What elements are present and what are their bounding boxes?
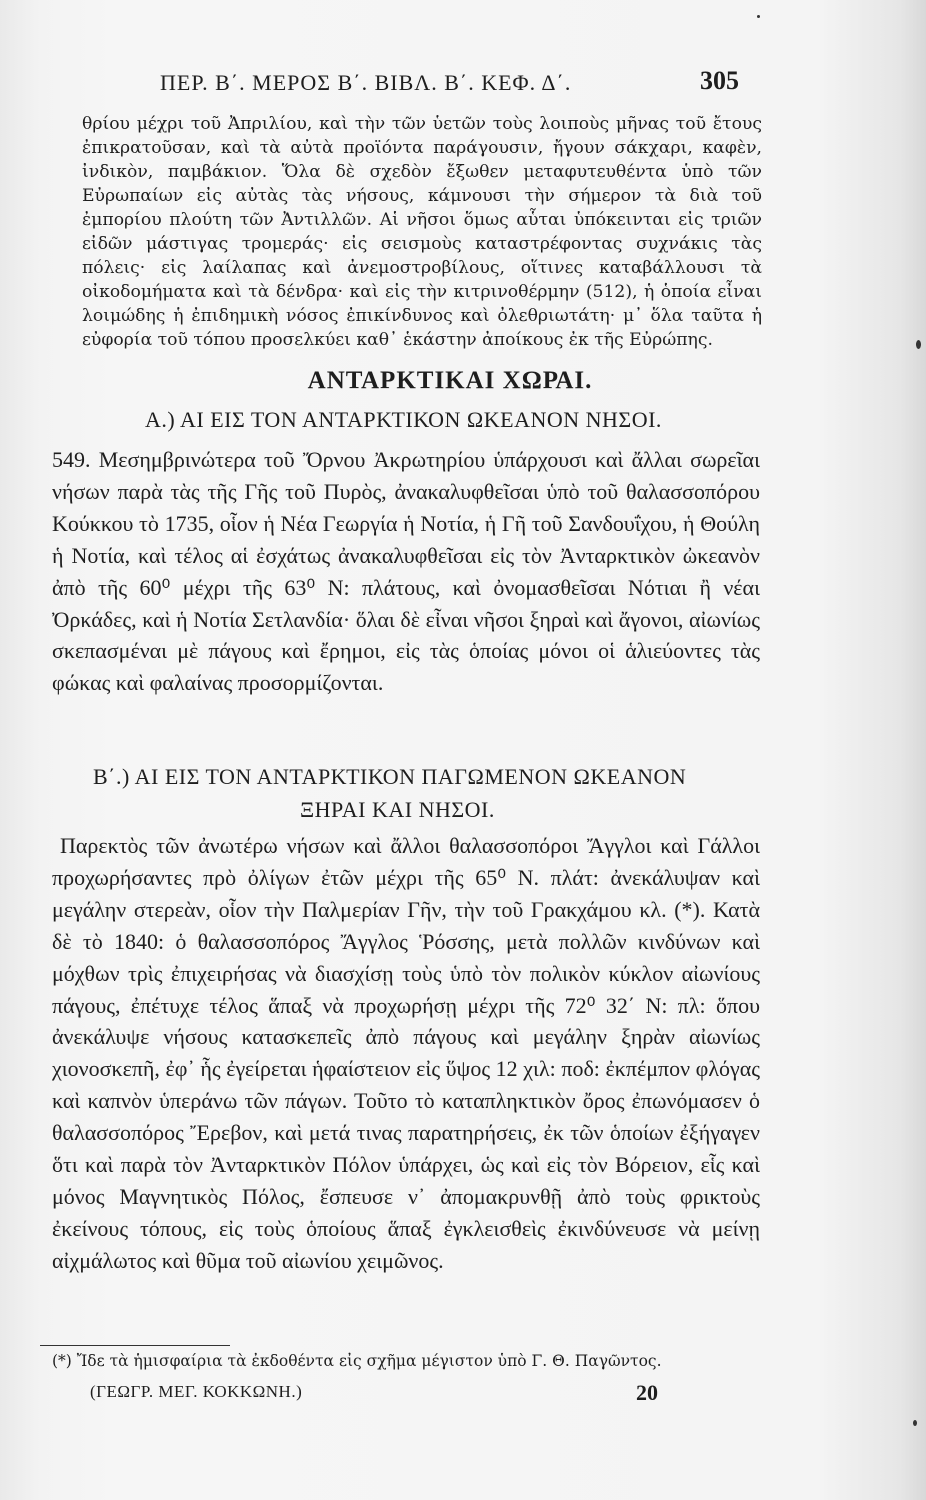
chapter-title: ΑΝΤΑΡΚΤΙΚΑΙ ΧΩΡΑΙ. xyxy=(307,367,593,394)
print-speck xyxy=(916,340,921,349)
running-head: ΠΕΡ. Β΄. ΜΕΡΟΣ Β΄. ΒΙΒΛ. Β΄. ΚΕΦ. Δ΄. xyxy=(160,70,572,95)
section-b-heading-line1: Β΄.) ΑΙ ΕΙΣ ΤΟΝ ΑΝΤΑΡΚΤΙΚΟΝ ΠΑΓΩΜΕΝΟΝ ΩΚΕΑΝΟΝ xyxy=(93,764,687,789)
section-a-heading: Α.) ΑΙ ΕΙΣ ΤΟΝ ΑΝΤΑΡΚΤΙΚΟΝ ΩΚΕΑΝΟΝ ΝΗΣΟΙ. xyxy=(145,407,662,432)
footnote: (*) Ἴδε τὰ ἡμισφαίρια τὰ ἐκδοθέντα εἰς σχῆμα μέγιστον ὑπὸ Γ. Θ. Παγῶντος. xyxy=(52,1352,662,1370)
footnote-divider xyxy=(40,1345,230,1346)
section-a-paragraph: 549. Μεσημβρινώτερα τοῦ Ὄρνου Ἀκρωτηρίου ὑπάρχουσι καὶ ἄλλαι σωρεῖαι νήσων παρὰ τὰς τῆς Γῆς τοῦ Πυρὸς, ἀνακαλυφθεῖσαι ὑπὸ τοῦ θαλασσοπόρου Κούκκου τὸ 1735, οἷον ἡ Νέα Γεωργία ἡ Νοτία, ἡ Γῆ τοῦ Σανδουΐχου, ἡ Θούλη ἡ Νοτία, καὶ τέλος αἱ ἐσχάτως ἀνακαλυφθεῖσαι εἰς τὸν Ἀνταρκτικὸν ὠκεανὸν ἀπὸ τῆς 60⁰ μέχρι τῆς 63⁰ Ν: πλάτους, καὶ ὀνομασθεῖσαι Νότιαι ἢ νέαι Ὀρκάδες, καὶ ἡ Νοτία Σετλανδία· ὅλαι δὲ εἶναι νῆσοι ξηραὶ καὶ ἄγονοι, αἰωνίως σκεπασμέναι μὲ πάγους καὶ ἔρημοι, εἰς τὰς ὁποίας μόνοι οἱ ἁλιεύοντες τὰς φώκας καὶ φαλαίνας προσορμίζονται. xyxy=(52,447,760,696)
section-b-heading-line2: ΞΗΡΑΙ ΚΑΙ ΝΗΣΟΙ. xyxy=(300,797,495,822)
print-speck xyxy=(913,1420,917,1426)
intro-paragraph: θρίου μέχρι τοῦ Ἀπριλίου, καὶ τὴν τῶν ὑετῶν τοὺς λοιποὺς μῆνας τοῦ ἔτους ἐπικρατοῦσαν, καὶ τὰ αὐτὰ προϊόντα παράγουσιν, ἤγουν σάκχαρι, καφὲν, ἰνδικὸν, παμβάκιον. Ὅλα δὲ σχεδὸν ἔξωθεν μεταφυτευθέντα ὑπὸ τῶν Εὐρωπαίων εἰς αὐτὰς τὰς νήσους, κάμνουσι τὴν σήμερον τὰ διὰ τοῦ ἐμπορίου πλούτη τῶν Ἀντιλλῶν. Αἱ νῆσοι ὅμως αὗται ὑπόκεινται εἰς τριῶν εἰδῶν μάστιγας τρομεράς· εἰς σεισμοὺς καταστρέφοντας συχνάκις τὰς πόλεις· εἰς λαίλαπας καὶ ἀνεμοστροβίλους, οἵτινες καταβάλλουσι τὰ οἰκοδομήματα καὶ τὰ δένδρα· καὶ εἰς τὴν κιτρινοθέρμην (512), ἡ ὁποία εἶναι λοιμώδης ἡ ἐπιδημικὴ νόσος ἐπικίνδυνος καὶ ὀλεθριωτάτη· μ᾽ ὅλα ταῦτα ἡ εὐφορία τοῦ τόπου προσελκύει καθ᾽ ἑκάστην ἀποίκους ἐκ τῆς Εὐρώπης. xyxy=(82,114,762,350)
sheet-number: 20 xyxy=(636,1380,658,1405)
page-number: 305 xyxy=(700,66,739,95)
signature-mark: (ΓΕΩΓΡ. ΜΕΓ. ΚΟΚΚΩΝΗ.) xyxy=(90,1382,303,1401)
section-b-paragraph: Παρεκτὸς τῶν ἀνωτέρω νήσων καὶ ἄλλοι θαλασσοπόροι Ἄγγλοι καὶ Γάλλοι προχωρήσαντες πρὸ ὀλίγων ἐτῶν μέχρι τῆς 65⁰ Ν. πλάτ: ἀνεκάλυψαν καὶ μεγάλην στερεὰν, οἷον τὴν Παλμερίαν Γῆν, τὴν τοῦ Γρακχάμου κλ. (*). Κατὰ δὲ τὸ 1840: ὁ θαλασσοπόρος Ἄγγλος Ῥόσσης, μετὰ πολλῶν κινδύνων καὶ μόχθων τρὶς ἐπιχειρήσας νὰ διασχίσῃ τοὺς ὑπὸ τὸν πολικὸν κύκλον αἰωνίους πάγους, ἐπέτυχε τέλος ἅπαξ νὰ προχωρήσῃ μέχρι τῆς 72⁰ 32΄ Ν: πλ: ὅπου ἀνεκάλυψε νήσους κατασκεπεῖς ἀπὸ πάγους καὶ μεγάλην ξηρὰν αἰωνίως χιονοσκεπῆ, ἐφ᾽ ἧς ἐγείρεται ἡφαίστειον εἰς ὕψος 12 χιλ: ποδ: ἐκπέμπον φλόγας καὶ καπνὸν ὑπεράνω τῶν πάγων. Τοῦτο τὸ καταπληκτικὸν ὄρος ἐπωνόμασεν ὁ θαλασσοπόρος Ἔρεβον, καὶ μετά τινας παρατηρήσεις, ἐκ τῶν ὁποίων ἐξήγαγεν ὅτι καὶ παρὰ τὸν Ἀνταρκτικὸν Πόλον ὑπάρχει, ὡς καὶ εἰς τὸν Βόρειον, εἷς καὶ μόνος Μαγνητικὸς Πόλος, ἔσπευσε ν᾽ ἀπομακρυνθῇ ἀπὸ τοὺς φρικτοὺς ἐκείνους τόπους, εἰς τοὺς ὁποίους ἅπαξ ἐγκλεισθεὶς ἐκινδύνευσε νὰ μείνῃ αἰχμάλωτος καὶ θῦμα τοῦ αἰωνίου χειμῶνος. xyxy=(52,833,760,1273)
print-speck xyxy=(757,15,760,18)
